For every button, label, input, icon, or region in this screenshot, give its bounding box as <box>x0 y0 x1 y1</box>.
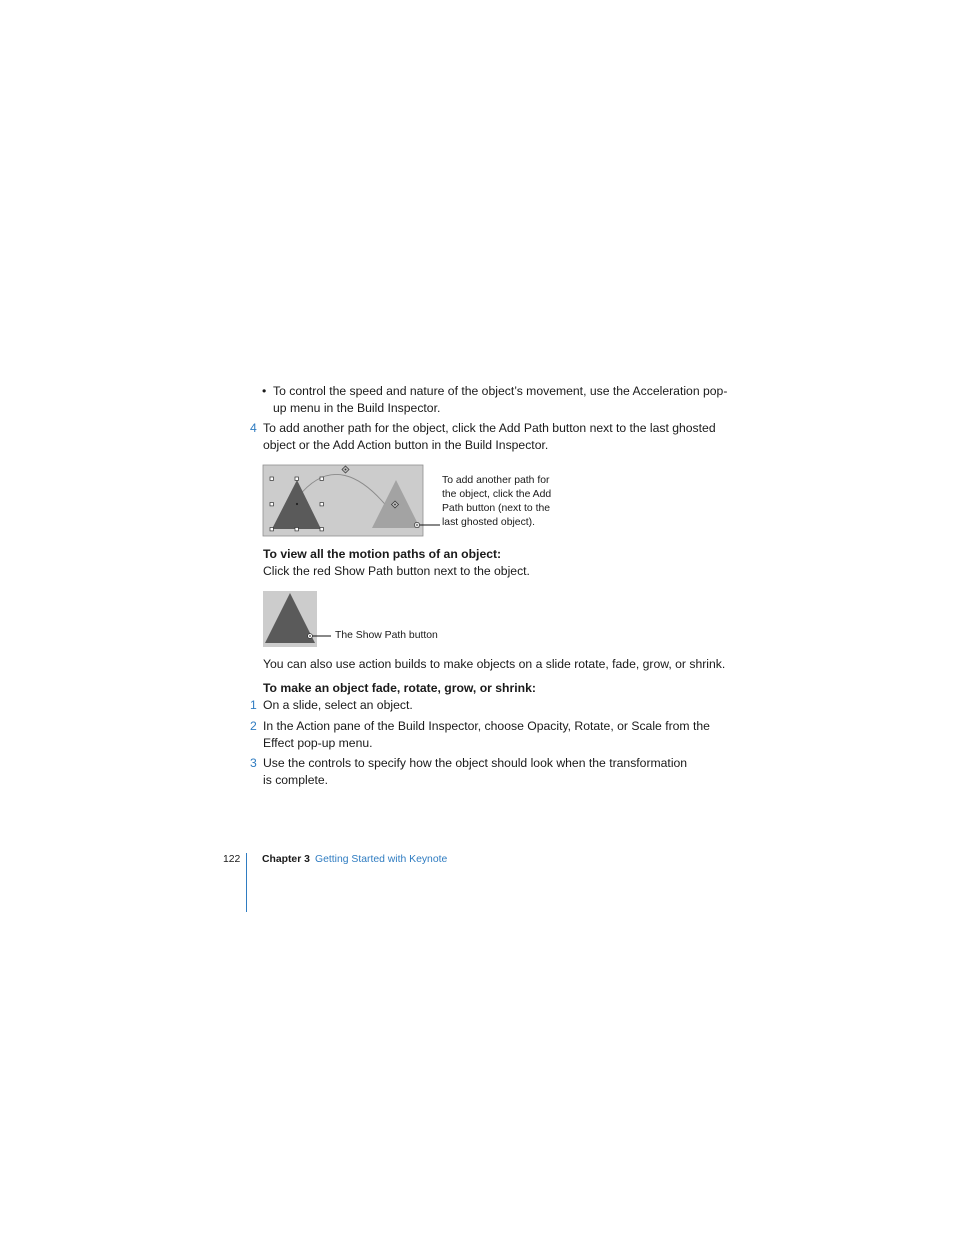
footer-divider <box>246 853 247 912</box>
motion-path-illustration <box>262 464 440 538</box>
step-3-text-line-1: Use the controls to specify how the object should look when the transformation <box>263 756 688 770</box>
step-4-text-line-1: To add another path for the object, click the Add Path button next to the last ghosted <box>263 421 716 435</box>
figure-1-caption-line-3: Path button (next to the <box>442 503 551 514</box>
bullet-symbol: • <box>262 384 267 398</box>
step-2-number: 2 <box>250 719 257 733</box>
action-builds-paragraph: You can also use action builds to make objects on a slide rotate, fade, grow, or shrink. <box>263 657 726 671</box>
add-path-button-icon[interactable] <box>414 522 419 527</box>
figure-2-caption: The Show Path button <box>335 630 438 641</box>
step-3-text-line-2: is complete. <box>263 773 329 787</box>
figure-1-caption-line-2: the object, click the Add <box>442 489 552 500</box>
step-4-text-line-2: object or the Add Action button in the Build Inspector. <box>263 438 549 452</box>
show-path-illustration <box>262 590 334 648</box>
step-2-text-line-1: In the Action pane of the Build Inspector, choose Opacity, Rotate, or Scale from the <box>263 719 710 733</box>
center-point <box>296 503 298 505</box>
step-3-number: 3 <box>250 756 257 770</box>
footer-chapter-label: Chapter 3 <box>262 854 310 865</box>
heading-view-motion-paths: To view all the motion paths of an object: <box>263 547 502 561</box>
figure-show-path <box>262 590 334 648</box>
step-1-number: 1 <box>250 698 257 712</box>
figure-1-caption-line-1: To add another path for <box>442 475 550 486</box>
view-paths-instruction: Click the red Show Path button next to the object. <box>263 564 530 578</box>
footer-chapter-title-link[interactable]: Getting Started with Keynote <box>315 854 448 865</box>
heading-transform-object: To make an object fade, rotate, grow, or shrink: <box>263 681 536 695</box>
bullet-text-line-1: To control the speed and nature of the object’s movement, use the Acceleration pop- <box>273 384 728 398</box>
show-path-button-icon[interactable] <box>308 634 313 639</box>
page-number: 122 <box>223 854 241 865</box>
figure-add-path <box>262 464 440 538</box>
bullet-text-line-2: up menu in the Build Inspector. <box>273 401 441 415</box>
step-1-text: On a slide, select an object. <box>263 698 413 712</box>
step-2-text-line-2: Effect pop-up menu. <box>263 736 373 750</box>
step-4-number: 4 <box>250 421 257 435</box>
figure-1-caption-line-4: last ghosted object). <box>442 517 535 528</box>
